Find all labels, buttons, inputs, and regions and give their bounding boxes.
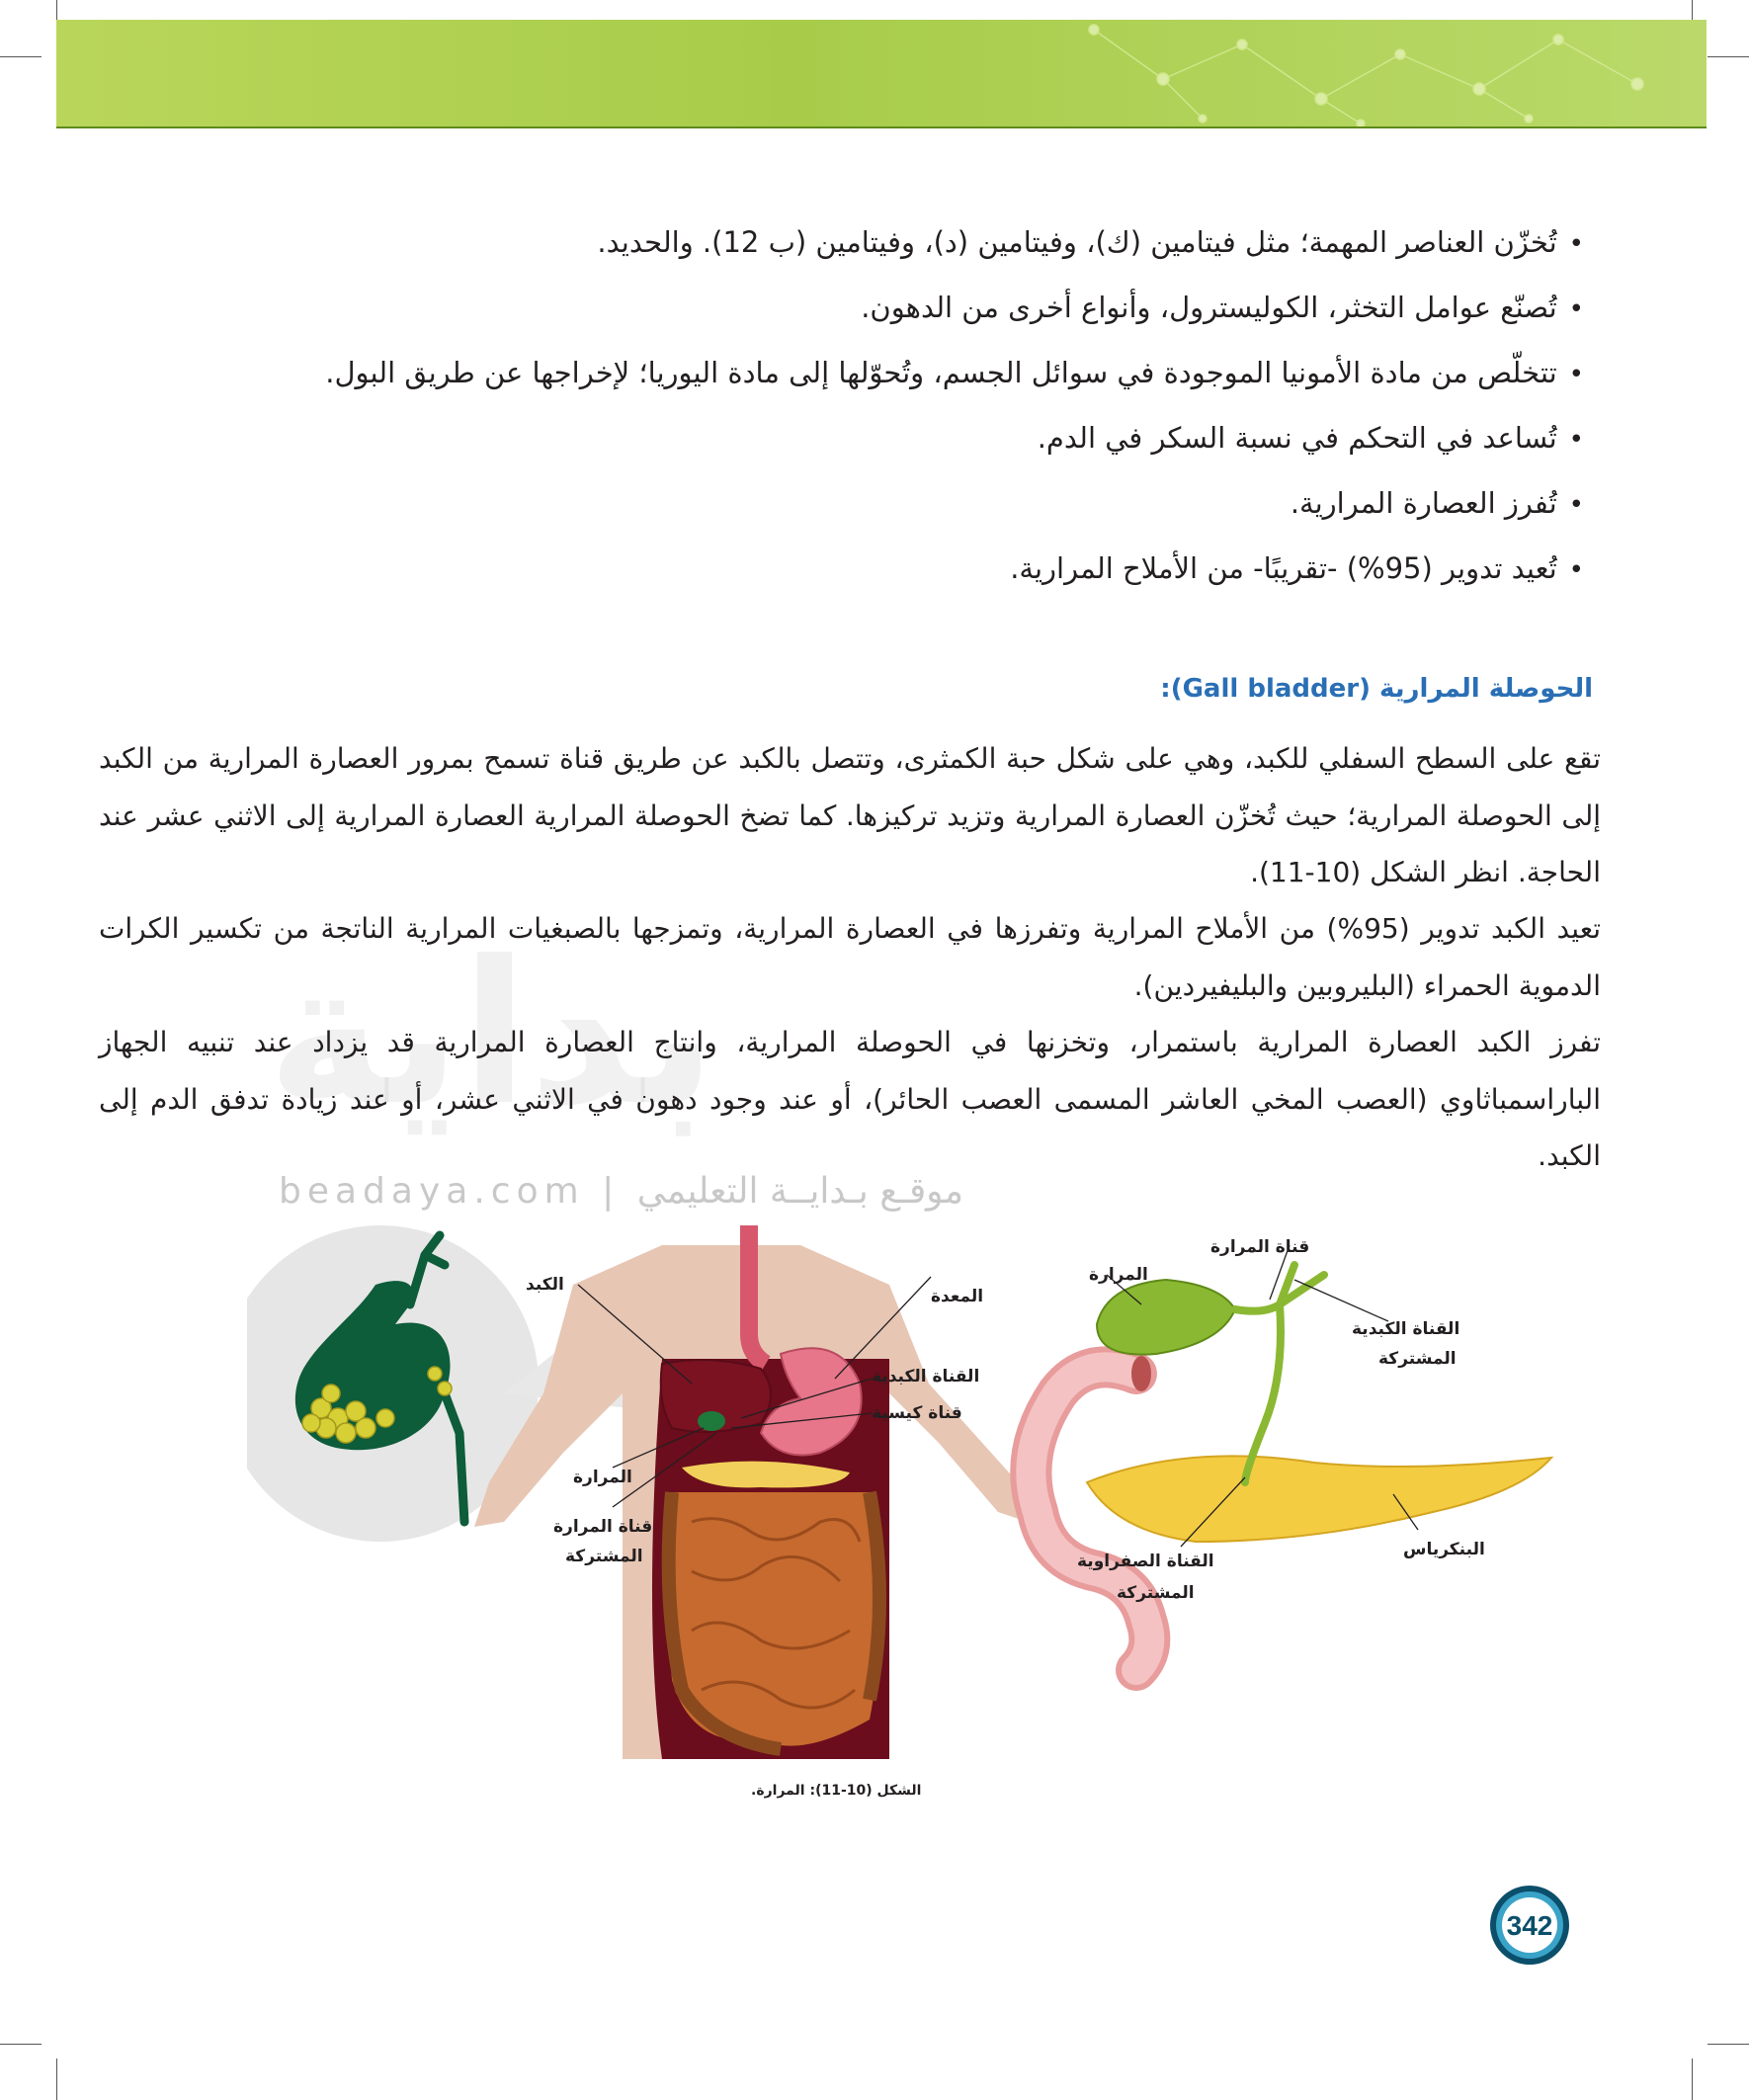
label-common-bile: القناة الصفراوية: [1077, 1552, 1214, 1571]
label-cystic-duct: قناة كيسية: [872, 1403, 962, 1423]
label-common-hepatic: القناة الكبدية: [1352, 1319, 1460, 1339]
header-banner: [56, 20, 1707, 128]
crop-mark: [1707, 2044, 1749, 2045]
label-common-hepatic-2: المشتركة: [1378, 1349, 1457, 1369]
crop-mark: [0, 2044, 42, 2045]
molecule-pattern-decoration: [56, 20, 1707, 126]
section-heading: الحوصلة المرارية (Gall bladder):: [1160, 674, 1593, 704]
figure-caption: الشكل (10-11): المرارة.: [751, 1783, 922, 1799]
pancreas-icon: [1087, 1456, 1551, 1542]
label-common-duct-2: المشتركة: [565, 1547, 643, 1566]
crop-mark: [0, 56, 42, 57]
list-item: •تُعيد تدوير (95%) -تقريبًا- من الأملاح المرارية.: [1010, 551, 1584, 585]
list-item: •تُساعد في التحكم في نسبة السكر في الدم.: [1037, 421, 1584, 455]
label-gall-duct: قناة المرارة: [1210, 1237, 1310, 1257]
page-number: 342: [1506, 1910, 1553, 1941]
liver-functions-list: [151, 215, 1584, 607]
gallbladder-icon: [698, 1411, 725, 1431]
label-gallbladder: المرارة: [573, 1468, 632, 1487]
label-common-bile-2: المشتركة: [1117, 1583, 1195, 1603]
watermark-text: beadaya.com | موقـع بـدايــة التعليمي: [279, 1171, 964, 1212]
label-gallbladder-right: المرارة: [1089, 1265, 1148, 1285]
crop-mark: [1692, 2058, 1693, 2100]
label-common-duct: قناة المرارة: [553, 1517, 653, 1537]
watermark-logo: بداية: [267, 919, 717, 1149]
paragraph: تعيد الكبد تدوير (95%) من الأملاح المرارية وتفرزها في العصارة المرارية، وتمزجها بالصبغيات المرارية الناتجة من تكسير الكرات الدموية الحمراء (البليروبين والبليفيردين).: [99, 912, 1601, 1002]
list-item: •تُفرز العصارة المرارية.: [1290, 486, 1584, 520]
paragraph: تفرز الكبد العصارة المرارية باستمرار، وتخزنها في الحوصلة المرارية، وانتاج العصارة المرارية قد يزداد عند تنبيه الجهاز الباراسمباثاوي (العصب المخي العاشر المسمى العصب الحائر)، أو عند وجود دهون في الاثني عشر، أو عند زيادة تدفق الدم إلى الكبد.: [99, 1026, 1601, 1172]
gallbladder-right-icon: [1097, 1280, 1235, 1355]
page-number-badge: [1487, 1883, 1572, 1968]
list-item: •تُخزّن العناصر المهمة؛ مثل فيتامين (ك)، وفيتامين (د)، وفيتامين (ب 12). والحديد.: [597, 225, 1584, 259]
paragraph: تقع على السطح السفلي للكبد، وهي على شكل حبة الكمثرى، وتتصل بالكبد عن طريق قناة تسمح بمرور العصارة المرارية من الكبد إلى الحوصلة المرارية؛ حيث تُخزّن العصارة المرارية وتزيد تركيزها. كما تضخ الحوصلة المرارية العصارة المرارية إلى الاثني عشر عند الحاجة. انظر الشكل (10-11).: [99, 742, 1601, 888]
list-item: •تتخلّص من مادة الأمونيا الموجودة في سوائل الجسم، وتُحوّلها إلى مادة اليوريا؛ لإخراجها عن طريق البول.: [325, 356, 1584, 389]
label-stomach: المعدة: [931, 1287, 984, 1306]
anatomy-illustration: [247, 1225, 1561, 1764]
list-item: •تُصنّع عوامل التخثر، الكوليسترول، وأنواع أخرى من الدهون.: [861, 291, 1584, 324]
crop-mark: [56, 2058, 57, 2100]
label-pancreas: البنكرياس: [1403, 1540, 1485, 1559]
gallbladder-figure: [247, 1225, 1561, 1764]
crop-mark: [1707, 56, 1749, 57]
label-hepatic-duct: القناة الكبدية: [872, 1367, 980, 1386]
label-liver: الكبد: [526, 1275, 564, 1295]
